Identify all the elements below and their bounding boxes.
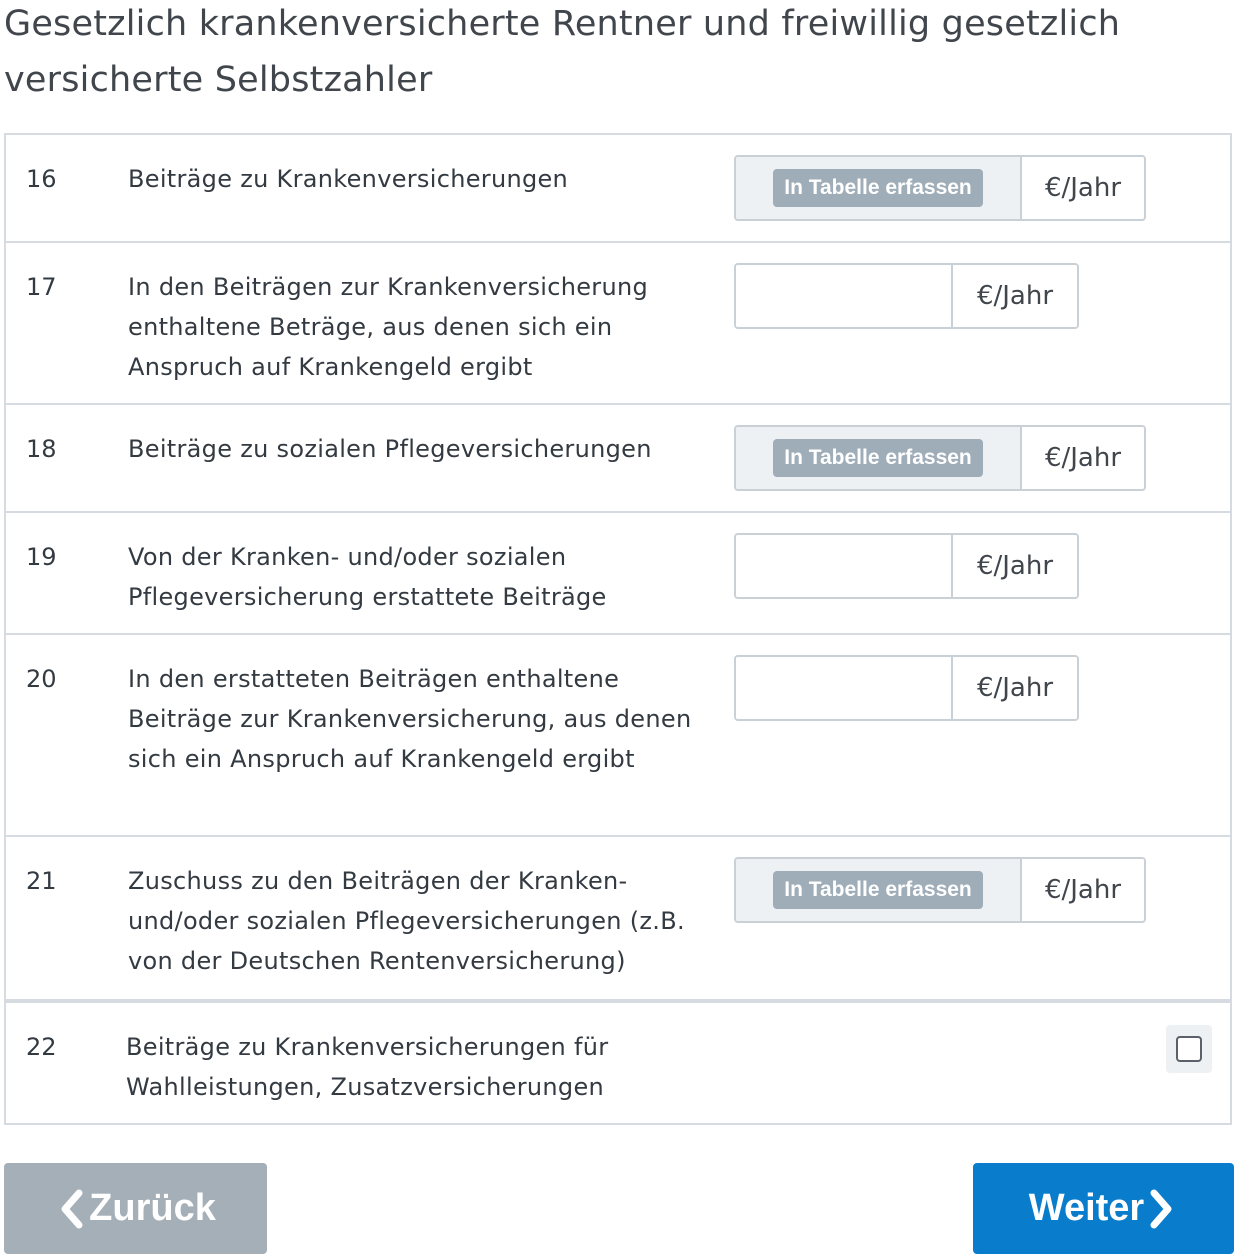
table-button-wrap	[736, 427, 1022, 489]
in-tabelle-erfassen-button[interactable]: In Tabelle erfassen	[773, 439, 983, 477]
row-label: Von der Kranken- und/oder sozialen Pflegeversicherung erstattete Beiträge	[128, 543, 607, 611]
form-row-22	[6, 999, 1230, 1125]
row-number: 18	[26, 435, 57, 463]
form-row-19	[6, 513, 1230, 635]
amount-field-16	[734, 155, 1146, 221]
row-label: In den Beiträgen zur Krankenversicherung enthaltene Beträge, aus denen sich ein Anspruch auf Krankengeld ergibt	[128, 273, 649, 381]
form-row-17	[6, 243, 1230, 405]
chevron-left-icon	[55, 1189, 89, 1229]
amount-field-18	[734, 425, 1146, 491]
amount-field-19	[734, 533, 1079, 599]
next-button[interactable]	[973, 1163, 1234, 1254]
table-button-wrap	[736, 157, 1022, 219]
checkbox-wrap[interactable]	[1166, 1025, 1212, 1073]
amount-field-20	[734, 655, 1079, 721]
amount-input[interactable]	[736, 657, 953, 719]
wahlleistungen-checkbox[interactable]	[1176, 1036, 1202, 1062]
row-number: 19	[26, 543, 57, 571]
row-number: 20	[26, 665, 57, 693]
row-label: In den erstatteten Beiträgen enthaltene Beiträge zur Krankenversicherung, aus denen sich ein Anspruch auf Krankengeld ergibt	[128, 665, 692, 773]
row-label: Zuschuss zu den Beiträgen der Kranken- und/oder sozialen Pflegeversicherungen (z.B. von der Deutschen Rentenversicherung)	[128, 867, 685, 975]
form-row-20	[6, 635, 1230, 837]
unit-label: €/Jahr	[1022, 427, 1144, 489]
unit-label: €/Jahr	[953, 657, 1077, 719]
form-row-16	[6, 135, 1230, 243]
row-number: 21	[26, 867, 57, 895]
unit-label: €/Jahr	[1022, 859, 1144, 921]
row-number: 22	[26, 1033, 57, 1061]
unit-label: €/Jahr	[953, 265, 1077, 327]
row-number: 16	[26, 165, 57, 193]
table-button-wrap	[736, 859, 1022, 921]
back-button-label: Zurück	[89, 1187, 216, 1229]
amount-field-21	[734, 857, 1146, 923]
chevron-right-icon	[1144, 1189, 1178, 1229]
in-tabelle-erfassen-button[interactable]: In Tabelle erfassen	[773, 871, 983, 909]
form-row-18	[6, 405, 1230, 513]
row-label: Beiträge zu Krankenversicherungen	[128, 165, 569, 193]
row-number: 17	[26, 273, 57, 301]
page-title: Gesetzlich krankenversicherte Rentner und freiwillig gesetzlich versicherte Selbstzahler	[4, 4, 1121, 100]
form-row-21	[6, 837, 1230, 999]
amount-field-17	[734, 263, 1079, 329]
unit-label: €/Jahr	[1022, 157, 1144, 219]
in-tabelle-erfassen-button[interactable]: In Tabelle erfassen	[773, 169, 983, 207]
row-label: Beiträge zu Krankenversicherungen für Wahlleistungen, Zusatzversicherungen	[126, 1033, 609, 1101]
amount-input[interactable]	[736, 265, 953, 327]
next-button-label: Weiter	[1028, 1187, 1145, 1229]
unit-label: €/Jahr	[953, 535, 1077, 597]
form-table	[4, 133, 1232, 1125]
back-button[interactable]	[4, 1163, 267, 1254]
amount-input[interactable]	[736, 535, 953, 597]
row-label: Beiträge zu sozialen Pflegeversicherungen	[128, 435, 652, 463]
